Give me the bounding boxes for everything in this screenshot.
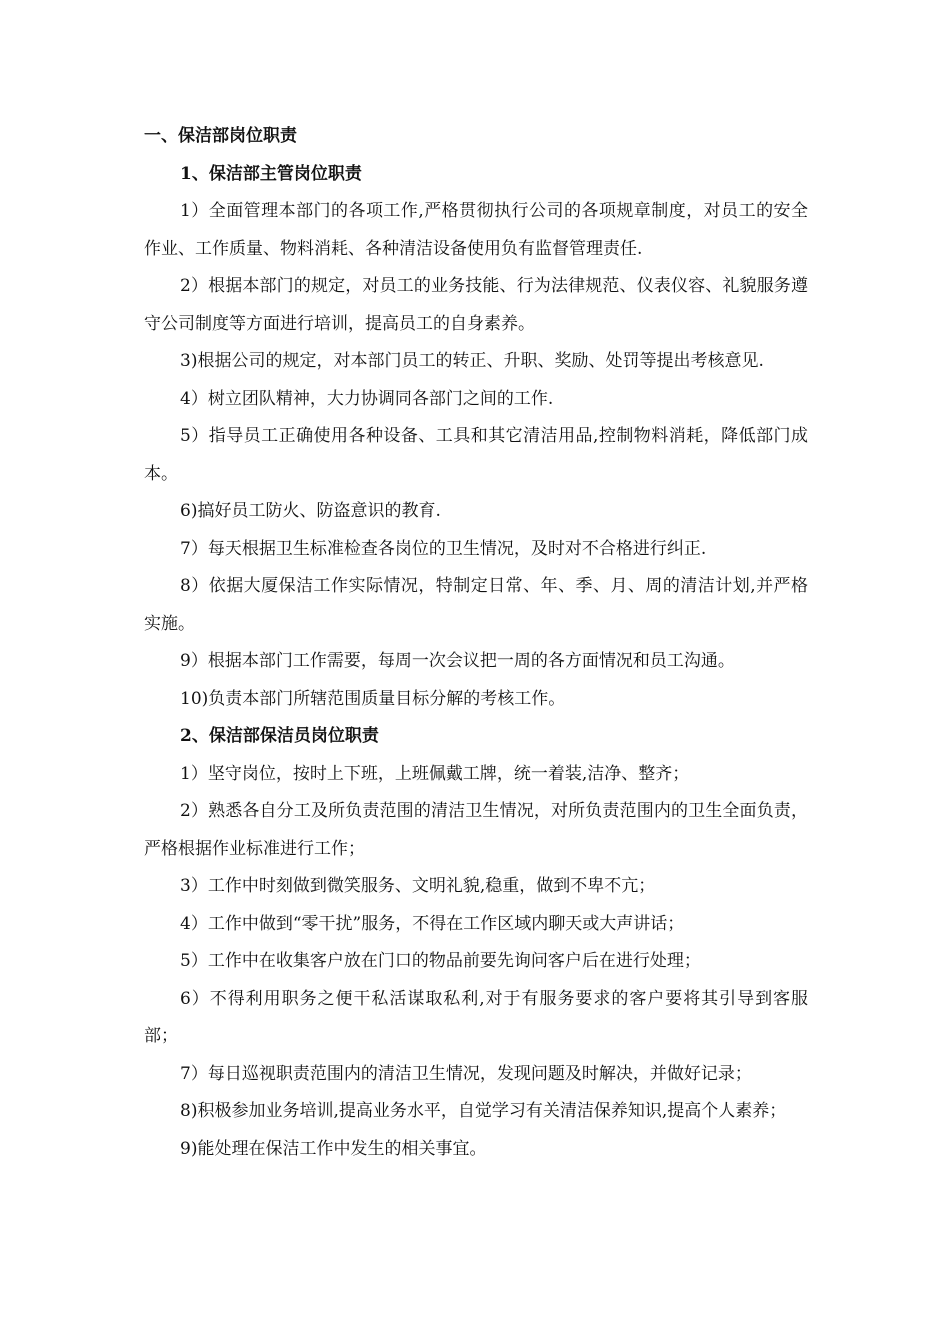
list-item: 3）工作中时刻做到微笑服务、文明礼貌,稳重，做到不卑不亢；	[180, 876, 656, 896]
list-item: 10)负责本部门所辖范围质量目标分解的考核工作。	[180, 688, 566, 709]
section-title-cleaner: 2、保洁部保洁员岗位职责	[180, 726, 379, 746]
section-title-supervisor: 1、保洁部主管岗位职责	[180, 163, 362, 184]
list-item: 5）工作中在收集客户放在门口的物品前要先询问客户后在进行处理；	[180, 951, 701, 971]
list-item: 7）每日巡视职责范围内的清洁卫生情况，发现问题及时解决，并做好记录；	[180, 1063, 752, 1084]
list-item: 3)根据公司的规定，对本部门员工的转正、升职、奖励、处罚等提出考核意见.	[180, 351, 764, 371]
document-body	[144, 118, 808, 1168]
list-item: 6）不得利用职务之便干私活谋取私利,对于有服务要求的客户要将其引导到客服部；	[144, 988, 808, 1046]
list-item: 2）根据本部门的规定，对员工的业务技能、行为法律规范、仪表仪容、礼貌服务遵守公司制度等方面进行培训，提高员工的自身素养。	[144, 276, 808, 334]
list-item: 7）每天根据卫生标准检查各岗位的卫生情况，及时对不合格进行纠正.	[180, 538, 707, 559]
list-item: 9）根据本部门工作需要，每周一次会议把一周的各方面情况和员工沟通。	[180, 651, 735, 671]
list-item: 8）依据大厦保洁工作实际情况，特制定日常、年、季、月、周的清洁计划,并严格实施。	[144, 576, 808, 634]
list-item: 2）熟悉各自分工及所负责范围的清洁卫生情况，对所负责范围内的卫生全面负责，严格根据作业标准进行工作；	[144, 801, 808, 859]
list-item: 4）树立团队精神，大力协调同各部门之间的工作.	[180, 388, 554, 409]
list-item: 6)搞好员工防火、防盗意识的教育.	[180, 501, 441, 521]
list-item: 1）坚守岗位，按时上下班，上班佩戴工牌，统一着装,洁净、整齐；	[180, 763, 690, 784]
list-item: 1）全面管理本部门的各项工作,严格贯彻执行公司的各项规章制度，对员工的安全作业、工作质量、物料消耗、各种清洁设备使用负有监督管理责任.	[144, 201, 808, 259]
list-item: 4）工作中做到“零干扰”服务，不得在工作区域内聊天或大声讲话；	[180, 913, 685, 934]
list-item: 8)积极参加业务培训,提高业务水平，自觉学习有关清洁保养知识,提高个人素养；	[180, 1101, 787, 1121]
main-heading: 一、保洁部岗位职责	[144, 126, 297, 146]
list-item: 5）指导员工正确使用各种设备、工具和其它清洁用品,控制物料消耗，降低部门成本。	[144, 426, 808, 484]
list-item: 9)能处理在保洁工作中发生的相关事宜。	[180, 1138, 487, 1159]
